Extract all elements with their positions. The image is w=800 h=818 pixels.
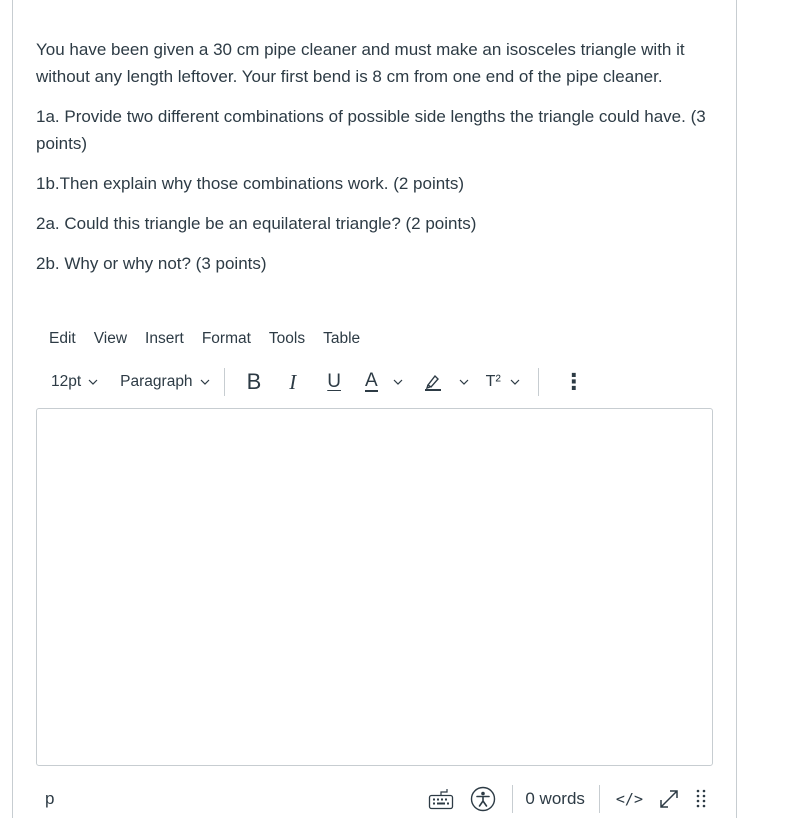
highlighter-icon	[424, 372, 442, 392]
menu-view[interactable]: View	[93, 330, 128, 347]
question-text	[36, 36, 726, 290]
question-1a: 1a. Provide two different combinations of possible side lengths the triangle could have. (3 points)	[36, 107, 706, 153]
resize-handle-icon[interactable]	[695, 788, 707, 810]
italic-button[interactable]	[289, 370, 296, 395]
editor-toolbar	[40, 366, 620, 398]
menu-table[interactable]: Table	[323, 330, 361, 347]
rich-text-editor-body[interactable]	[36, 408, 713, 766]
menu-insert[interactable]: Insert	[145, 330, 184, 347]
more-icon: ⋮	[562, 369, 585, 394]
toolbar-divider	[224, 368, 225, 396]
word-count[interactable]: 0 words	[525, 789, 585, 808]
block-format-select[interactable]	[120, 373, 210, 391]
menu-edit[interactable]: Edit	[49, 330, 76, 347]
toolbar-divider	[538, 368, 539, 396]
text-color-label: A	[364, 370, 378, 391]
superscript-label: T²	[485, 373, 501, 390]
bold-label: B	[246, 369, 262, 394]
element-path[interactable]: p	[45, 789, 55, 808]
chevron-down-icon	[199, 376, 211, 388]
chevron-down-icon	[392, 376, 404, 388]
statusbar-controls	[428, 782, 713, 816]
chevron-down-icon	[509, 376, 521, 388]
statusbar-divider	[512, 785, 513, 813]
menu-format[interactable]: Format	[201, 330, 251, 347]
chevron-down-icon	[87, 376, 99, 388]
font-size-value: 12pt	[51, 373, 82, 390]
chevron-down-icon	[458, 376, 470, 388]
superscript-button[interactable]	[486, 373, 521, 391]
text-color-button[interactable]	[365, 372, 404, 392]
keyboard-icon[interactable]	[428, 788, 454, 810]
underline-label: U	[327, 371, 341, 392]
more-tools-button[interactable]	[563, 369, 585, 395]
underline-button[interactable]	[327, 371, 341, 393]
html-editor-toggle[interactable]: </>	[615, 790, 643, 808]
statusbar-divider	[599, 785, 600, 813]
font-size-select[interactable]	[51, 373, 99, 391]
editor-menubar	[40, 326, 369, 352]
question-intro: You have been given a 30 cm pipe cleaner and must make an isosceles triangle with it without any length leftover. Your first bend is 8 cm from one end of the pipe cleaner.	[36, 40, 685, 86]
italic-label: I	[289, 369, 297, 394]
bold-button[interactable]	[247, 369, 262, 395]
question-1b: 1b.Then explain why those combinations work. (2 points)	[36, 174, 465, 193]
fullscreen-icon[interactable]	[657, 787, 681, 811]
question-2a: 2a. Could this triangle be an equilateral triangle? (2 points)	[36, 214, 477, 233]
block-format-value: Paragraph	[120, 373, 193, 390]
menu-tools[interactable]: Tools	[268, 330, 306, 347]
editor-statusbar	[36, 782, 713, 816]
accessibility-icon[interactable]	[470, 786, 496, 812]
question-2b: 2b. Why or why not? (3 points)	[36, 254, 267, 273]
highlight-color-button[interactable]	[424, 372, 470, 392]
